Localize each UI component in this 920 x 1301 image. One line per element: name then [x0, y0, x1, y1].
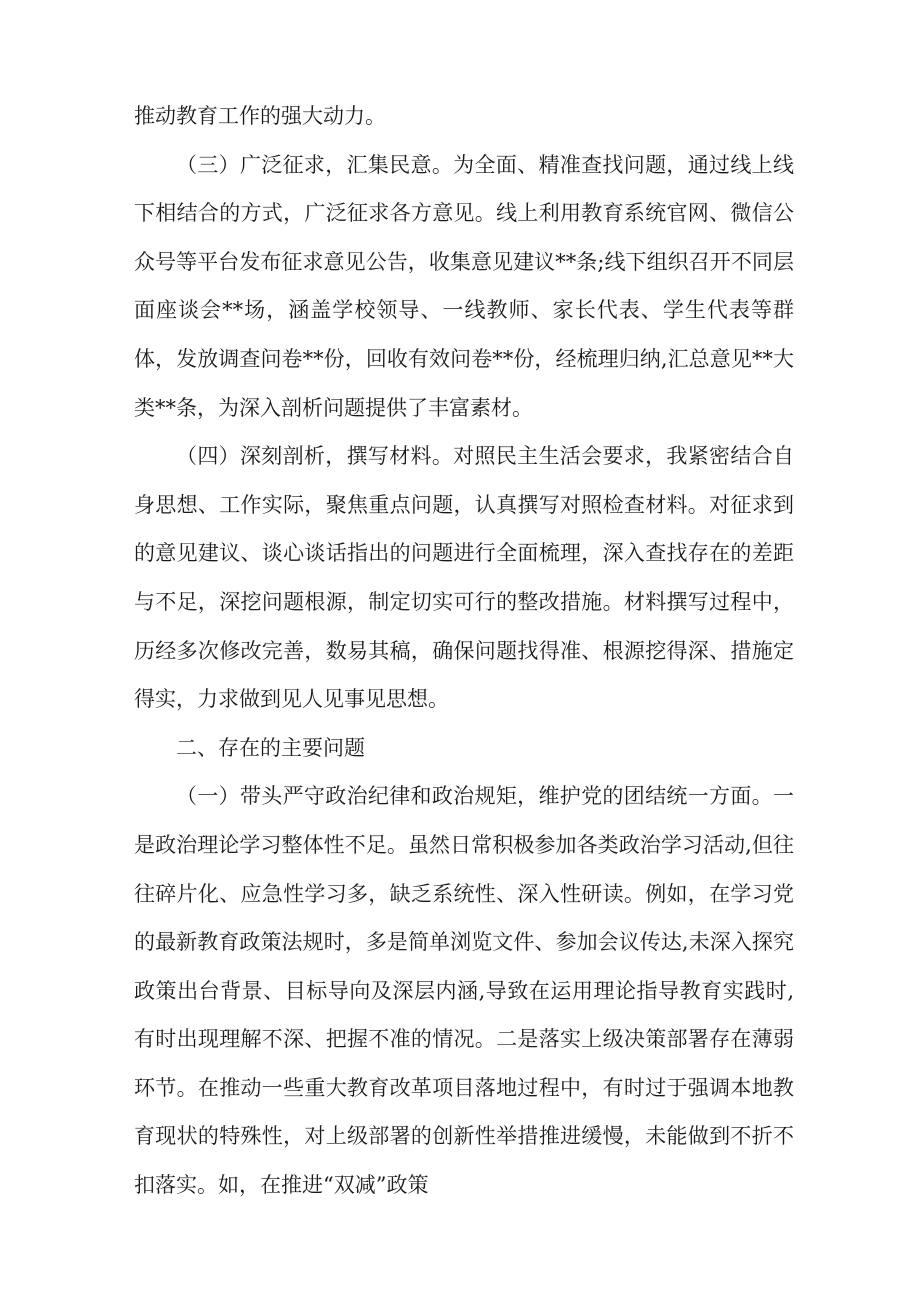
paragraph-political-discipline: （一）带头严守政治纪律和政治规矩，维护党的团结统一方面。一是政治理论学习整体性不足。虽然日常积极参加各类政治学习活动,但往往碎片化、应急性学习多，缺乏系统性、深入性研读。例如，在学习党的最新教育政策法规时，多是简单浏览文件、参加会议传达,未深入探究政策出台背景、目标导向及深层内涵,导致在运用理论指导教育实践时,有时出现理解不深、把握不准的情况。二是落实上级决策部署存在薄弱环节。在推动一些重大教育改革项目落地过程中，有时过于强调本地教育现状的特殊性，对上级部署的创新性举措推进缓慢，未能做到不折不扣落实。如，在推进“双减”政策 — [134, 784, 794, 1198]
document-body — [134, 92, 794, 1210]
paragraph-deep-analysis: （四）深刻剖析，撰写材料。对照民主生活会要求，我紧密结合自身思想、工作实际，聚焦重点问题，认真撰写对照检查材料。对征求到的意见建议、谈心谈话指出的问题进行全面梳理，深入查找存在的差距与不足，深挖问题根源，制定切实可行的整改措施。材料撰写过程中，历经多次修改完善，数易其稿，确保问题找得准、根源挖得深、措施定得实，力求做到见人见事见思想。 — [134, 444, 794, 712]
paragraph-broad-consultation: （三）广泛征求，汇集民意。为全面、精准查找问题，通过线上线下相结合的方式，广泛征求各方意见。线上利用教育系统官网、微信公众号等平台发布征求意见公告，收集意见建议**条;线下组织召开不同层面座谈会**场，涵盖学校领导、一线教师、家长代表、学生代表等群体，发放调查问卷**份，回收有效问卷**份，经梳理归纳,汇总意见**大类**条，为深入剖析问题提供了丰富素材。 — [134, 152, 794, 420]
section-heading-main-problems: 二、存在的主要问题 — [176, 735, 365, 760]
paragraph-continuation: 推动教育工作的强大动力。 — [134, 104, 386, 128]
